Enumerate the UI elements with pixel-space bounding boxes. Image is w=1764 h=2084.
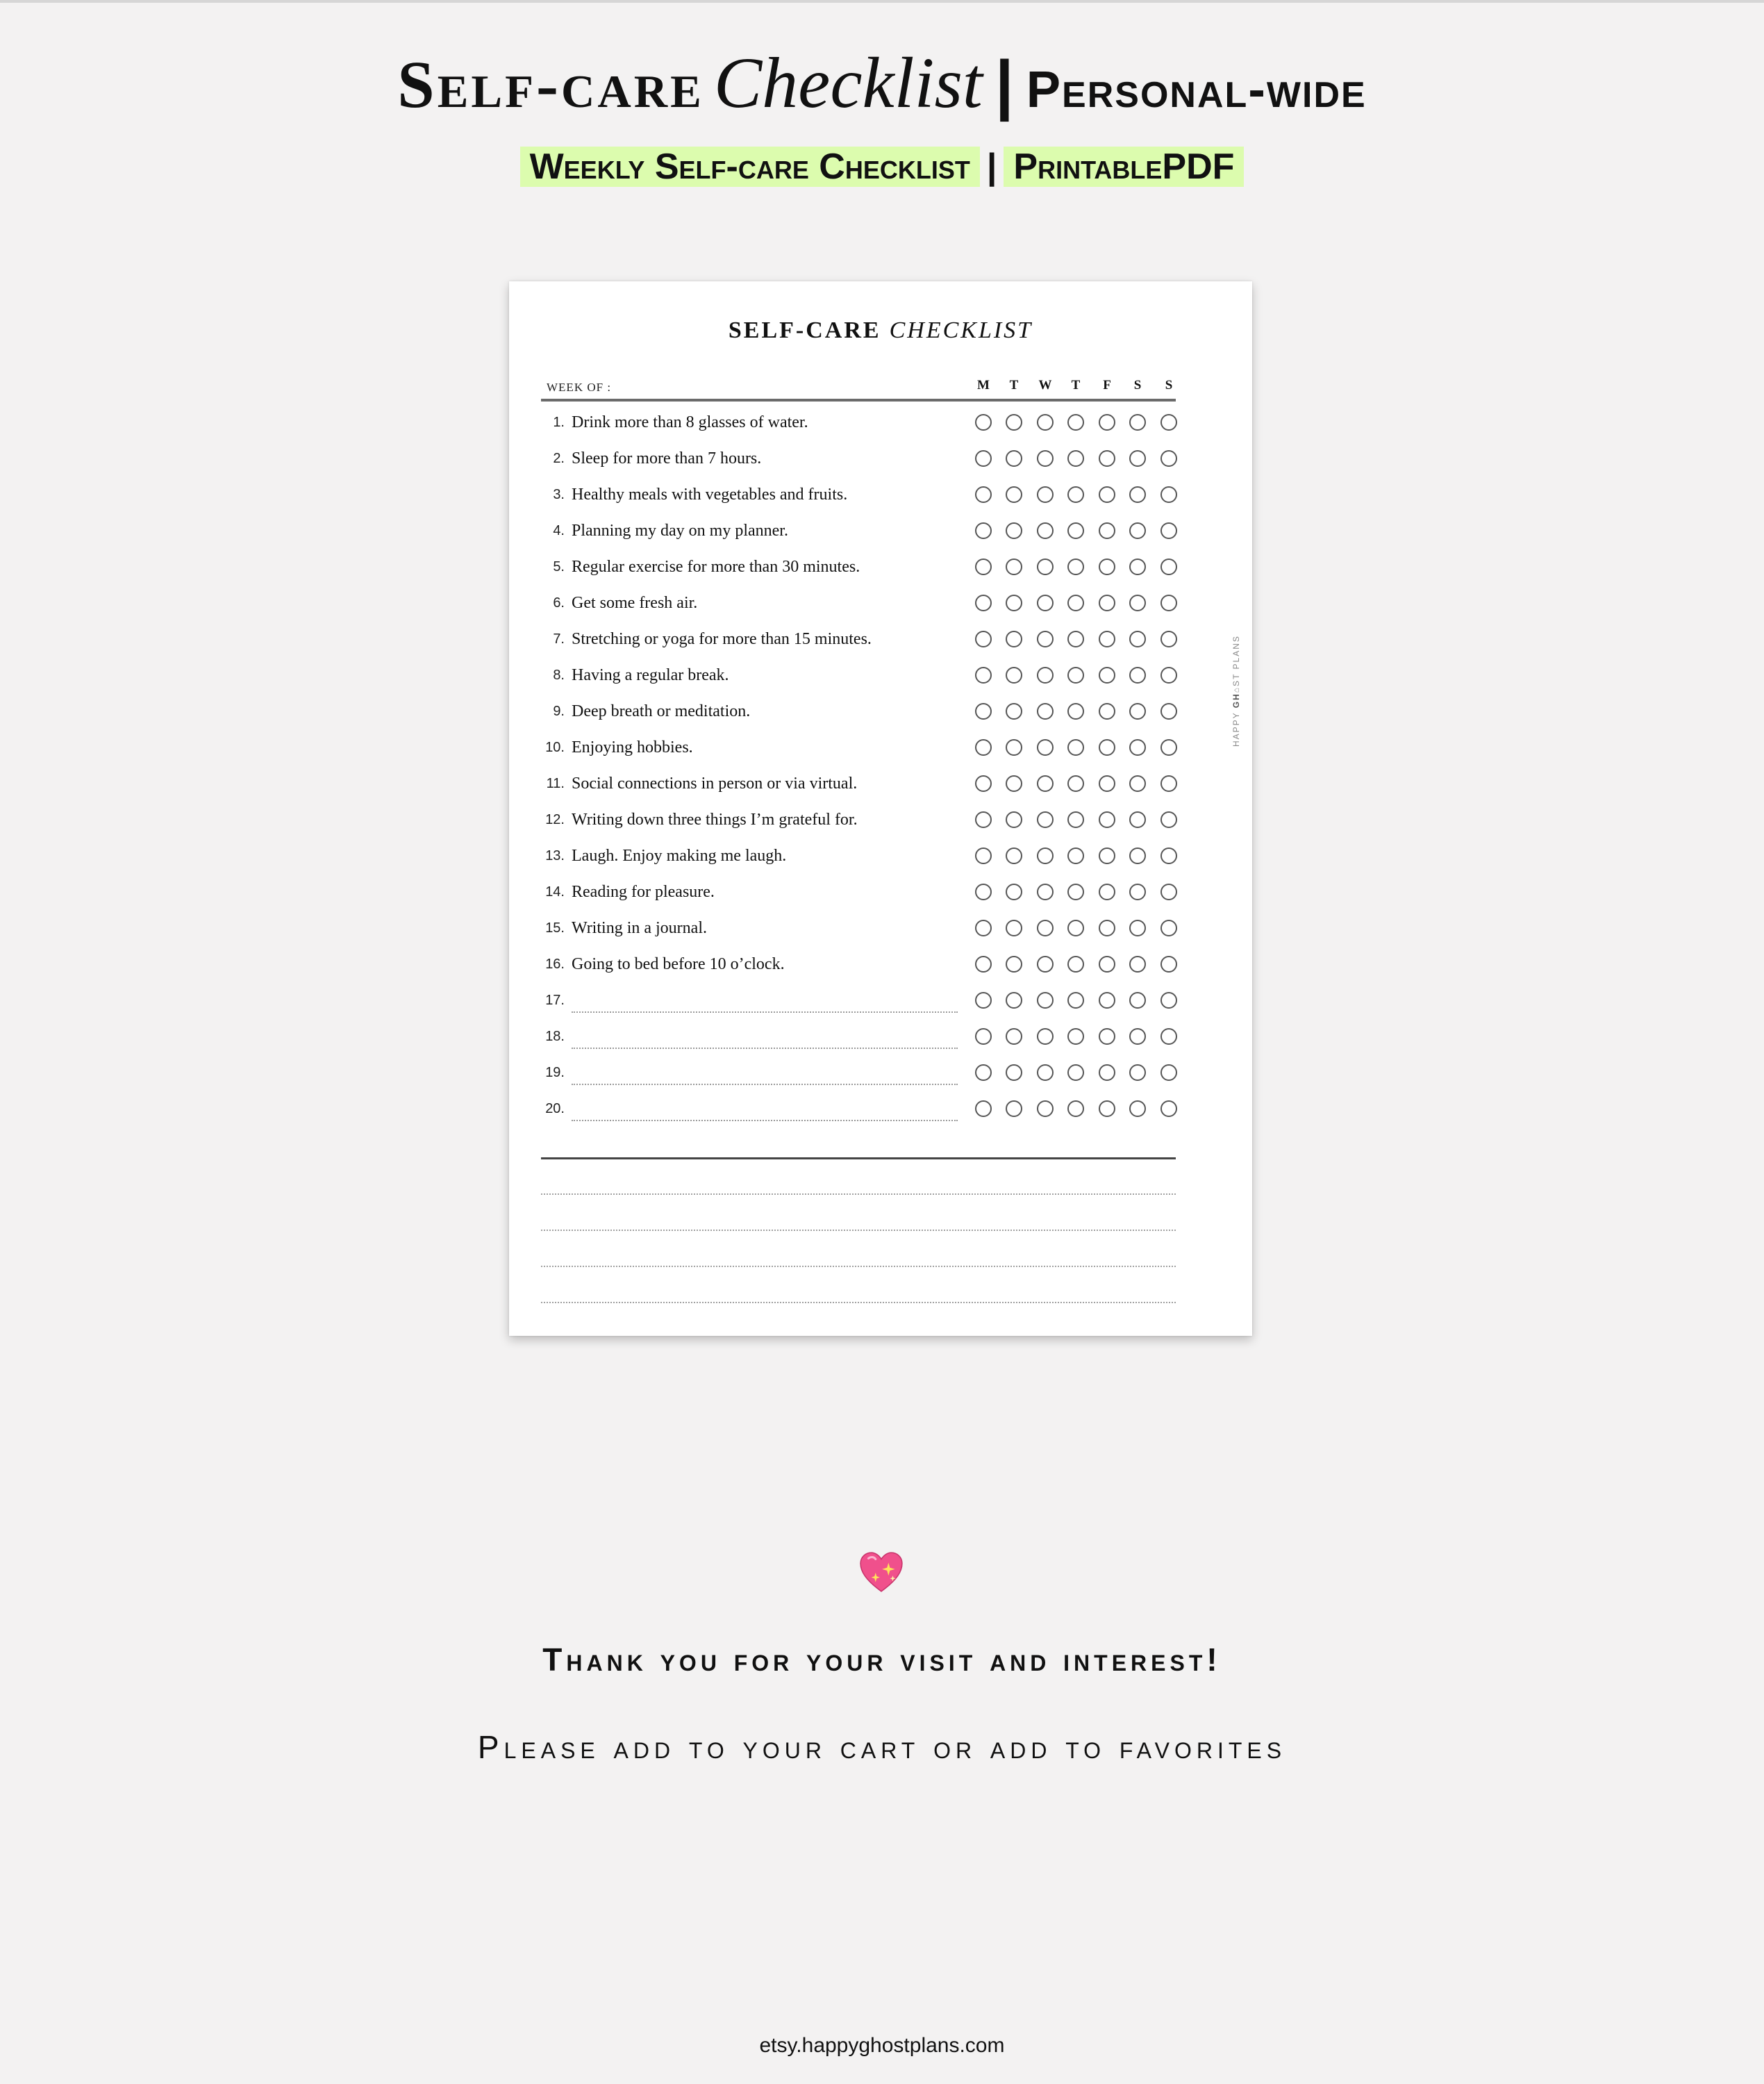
check-circle[interactable] — [1099, 992, 1115, 1009]
check-circle[interactable] — [1129, 559, 1146, 575]
check-circle[interactable] — [1160, 703, 1177, 720]
check-circle[interactable] — [1037, 631, 1054, 647]
check-circle[interactable] — [1129, 703, 1146, 720]
item-number: 17. — [545, 993, 565, 1008]
check-circle[interactable] — [975, 920, 992, 936]
item-text: Sleep for more than 7 hours. — [572, 449, 762, 468]
day-header: M — [977, 378, 990, 392]
item-text: Planning my day on my planner. — [572, 522, 788, 540]
item-text: Regular exercise for more than 30 minutes. — [572, 558, 860, 576]
notes-line[interactable] — [541, 1193, 1176, 1195]
check-circle[interactable] — [1160, 920, 1177, 936]
checklist-sheet — [509, 281, 1252, 1336]
title-edition: Personal-wide — [1026, 60, 1367, 118]
check-circle[interactable] — [1067, 920, 1084, 936]
check-circle[interactable] — [1067, 775, 1084, 792]
item-number: 8. — [553, 668, 565, 683]
check-circle[interactable] — [1006, 486, 1022, 503]
check-circle[interactable] — [1037, 486, 1054, 503]
check-circle[interactable] — [1129, 631, 1146, 647]
check-circle[interactable] — [1037, 703, 1054, 720]
check-circle[interactable] — [1037, 450, 1054, 467]
check-circle[interactable] — [1099, 811, 1115, 828]
item-number: 9. — [553, 704, 565, 719]
check-circle[interactable] — [1129, 595, 1146, 611]
check-circle[interactable] — [975, 667, 992, 684]
blank-write-line[interactable] — [572, 1084, 958, 1085]
check-circle[interactable] — [975, 703, 992, 720]
check-circle[interactable] — [1129, 450, 1146, 467]
check-circle[interactable] — [1099, 847, 1115, 864]
brand-prefix: HAPPY — [1231, 711, 1241, 747]
check-circle[interactable] — [1160, 992, 1177, 1009]
check-circle[interactable] — [1006, 450, 1022, 467]
shop-url: etsy.happyghostplans.com — [759, 2034, 1005, 2057]
check-circle[interactable] — [1006, 739, 1022, 756]
notes-rule — [541, 1157, 1176, 1159]
check-circle[interactable] — [1099, 559, 1115, 575]
day-header: T — [1009, 378, 1019, 392]
check-circle[interactable] — [1160, 1064, 1177, 1081]
check-circle[interactable] — [975, 595, 992, 611]
day-header: W — [1038, 378, 1052, 392]
check-circle[interactable] — [1006, 1064, 1022, 1081]
check-circle[interactable] — [1006, 414, 1022, 431]
item-number: 2. — [553, 451, 565, 466]
check-circle[interactable] — [1067, 631, 1084, 647]
check-circle[interactable] — [1006, 884, 1022, 900]
item-text: Writing down three things I’m grateful for. — [572, 811, 858, 829]
check-circle[interactable] — [1037, 775, 1054, 792]
check-circle[interactable] — [975, 1100, 992, 1117]
check-circle[interactable] — [1067, 739, 1084, 756]
item-number: 12. — [545, 812, 565, 827]
check-circle[interactable] — [1160, 486, 1177, 503]
item-number: 20. — [545, 1101, 565, 1116]
check-circle[interactable] — [1006, 775, 1022, 792]
item-text: Drink more than 8 glasses of water. — [572, 413, 808, 431]
check-circle[interactable] — [1037, 667, 1054, 684]
item-text: Healthy meals with vegetables and fruits. — [572, 486, 848, 504]
item-text: Having a regular break. — [572, 666, 729, 684]
check-circle[interactable] — [975, 992, 992, 1009]
item-text: Stretching or yoga for more than 15 minutes. — [572, 630, 872, 648]
item-number: 3. — [553, 487, 565, 502]
check-circle[interactable] — [975, 414, 992, 431]
check-circle[interactable] — [1099, 486, 1115, 503]
check-circle[interactable] — [1006, 703, 1022, 720]
check-circle[interactable] — [1067, 486, 1084, 503]
check-circle[interactable] — [1006, 992, 1022, 1009]
check-circle[interactable] — [1037, 595, 1054, 611]
check-circle[interactable] — [1006, 1028, 1022, 1045]
check-circle[interactable] — [1129, 1100, 1146, 1117]
check-circle[interactable] — [1099, 884, 1115, 900]
check-circle[interactable] — [975, 884, 992, 900]
check-circle[interactable] — [1006, 667, 1022, 684]
check-circle[interactable] — [1129, 775, 1146, 792]
page-subtitle — [0, 140, 1764, 193]
check-circle[interactable] — [1129, 486, 1146, 503]
check-circle[interactable] — [1037, 847, 1054, 864]
item-text: Social connections in person or via virtual. — [572, 775, 858, 793]
item-number: 18. — [545, 1029, 565, 1044]
subtitle-right: PrintablePDF — [1004, 147, 1244, 187]
check-circle[interactable] — [1037, 920, 1054, 936]
ghost-icon: ⌂ — [1231, 686, 1241, 693]
check-circle[interactable] — [1099, 522, 1115, 539]
check-circle[interactable] — [1037, 559, 1054, 575]
check-circle[interactable] — [1129, 956, 1146, 973]
top-border — [0, 0, 1764, 3]
blank-write-line[interactable] — [572, 1048, 958, 1049]
call-to-action: Please add to your cart or add to favorites — [477, 1729, 1287, 1765]
check-circle[interactable] — [1037, 884, 1054, 900]
check-circle[interactable] — [1160, 956, 1177, 973]
week-of-label: WEEK OF : — [547, 381, 612, 394]
check-circle[interactable] — [1099, 1100, 1115, 1117]
check-circle[interactable] — [975, 956, 992, 973]
thank-you-message: Thank you for your visit and interest! — [542, 1641, 1222, 1678]
item-number: 1. — [553, 415, 565, 430]
check-circle[interactable] — [1160, 884, 1177, 900]
check-circle[interactable] — [1129, 667, 1146, 684]
blank-write-line[interactable] — [572, 1011, 958, 1013]
check-circle[interactable] — [1037, 992, 1054, 1009]
check-circle[interactable] — [1067, 1100, 1084, 1117]
check-circle[interactable] — [1160, 595, 1177, 611]
brand-watermark — [1231, 635, 1241, 747]
check-circle[interactable] — [1067, 847, 1084, 864]
item-number: 15. — [545, 920, 565, 936]
check-circle[interactable] — [975, 450, 992, 467]
check-circle[interactable] — [1067, 703, 1084, 720]
check-circle[interactable] — [1037, 414, 1054, 431]
check-circle[interactable] — [1160, 559, 1177, 575]
check-circle[interactable] — [975, 847, 992, 864]
check-circle[interactable] — [1006, 595, 1022, 611]
day-header: T — [1071, 378, 1081, 392]
check-circle[interactable] — [1160, 414, 1177, 431]
day-header: S — [1133, 378, 1142, 392]
check-circle[interactable] — [1160, 775, 1177, 792]
check-circle[interactable] — [1037, 739, 1054, 756]
check-circle[interactable] — [1099, 450, 1115, 467]
check-circle[interactable] — [975, 811, 992, 828]
sheet-title — [509, 317, 1252, 344]
day-header: F — [1103, 378, 1111, 392]
check-circle[interactable] — [975, 775, 992, 792]
check-circle[interactable] — [1129, 1064, 1146, 1081]
check-circle[interactable] — [1160, 631, 1177, 647]
check-circle[interactable] — [1067, 414, 1084, 431]
check-circle[interactable] — [1099, 595, 1115, 611]
subtitle-separator: | — [986, 147, 997, 187]
check-circle[interactable] — [1160, 450, 1177, 467]
check-circle[interactable] — [1129, 414, 1146, 431]
page-title — [0, 38, 1764, 135]
check-circle[interactable] — [1099, 739, 1115, 756]
item-text: Laugh. Enjoy making me laugh. — [572, 847, 787, 865]
item-number: 19. — [545, 1065, 565, 1080]
check-circle[interactable] — [1067, 884, 1084, 900]
check-circle[interactable] — [1037, 956, 1054, 973]
title-main: Self-care — [397, 47, 704, 122]
sheet-title-bold: SELF-CARE — [728, 317, 881, 343]
check-circle[interactable] — [1160, 667, 1177, 684]
brand-mark: GH — [1231, 693, 1241, 709]
check-circle[interactable] — [1099, 703, 1115, 720]
header-rule — [541, 399, 1176, 402]
check-circle[interactable] — [1160, 847, 1177, 864]
blank-write-line[interactable] — [572, 1120, 958, 1121]
check-circle[interactable] — [1067, 522, 1084, 539]
check-circle[interactable] — [1067, 559, 1084, 575]
item-text: Get some fresh air. — [572, 594, 698, 612]
check-circle[interactable] — [1067, 1064, 1084, 1081]
check-circle[interactable] — [1006, 956, 1022, 973]
check-circle[interactable] — [1006, 522, 1022, 539]
check-circle[interactable] — [975, 522, 992, 539]
sparkling-heart-icon — [858, 1550, 904, 1596]
item-number: 13. — [545, 848, 565, 863]
check-circle[interactable] — [1037, 1064, 1054, 1081]
check-circle[interactable] — [1037, 811, 1054, 828]
check-circle[interactable] — [975, 486, 992, 503]
item-number: 5. — [553, 559, 565, 574]
item-text: Enjoying hobbies. — [572, 738, 693, 756]
check-circle[interactable] — [1129, 1028, 1146, 1045]
check-circle[interactable] — [1129, 884, 1146, 900]
check-circle[interactable] — [1037, 522, 1054, 539]
check-circle[interactable] — [1006, 847, 1022, 864]
check-circle[interactable] — [1160, 1100, 1177, 1117]
item-text: Deep breath or meditation. — [572, 702, 751, 720]
check-circle[interactable] — [1160, 739, 1177, 756]
check-circle[interactable] — [1099, 414, 1115, 431]
check-circle[interactable] — [1067, 595, 1084, 611]
check-circle[interactable] — [1006, 631, 1022, 647]
check-circle[interactable] — [1160, 1028, 1177, 1045]
check-circle[interactable] — [1099, 631, 1115, 647]
check-circle[interactable] — [1099, 956, 1115, 973]
item-number: 4. — [553, 523, 565, 538]
check-circle[interactable] — [1129, 739, 1146, 756]
check-circle[interactable] — [1037, 1100, 1054, 1117]
check-circle[interactable] — [975, 1064, 992, 1081]
item-number: 14. — [545, 884, 565, 900]
check-circle[interactable] — [1099, 667, 1115, 684]
check-circle[interactable] — [1006, 559, 1022, 575]
item-number: 6. — [553, 595, 565, 611]
check-circle[interactable] — [1099, 1028, 1115, 1045]
check-circle[interactable] — [1067, 1028, 1084, 1045]
item-number: 7. — [553, 631, 565, 647]
subtitle-left: Weekly Self-care Checklist — [520, 147, 980, 187]
item-number: 16. — [545, 957, 565, 972]
check-circle[interactable] — [1099, 775, 1115, 792]
check-circle[interactable] — [975, 631, 992, 647]
check-circle[interactable] — [1129, 920, 1146, 936]
item-number: 10. — [545, 740, 565, 755]
notes-line[interactable] — [541, 1230, 1176, 1231]
day-header: S — [1165, 378, 1173, 392]
brand-suffix: ST PLANS — [1231, 635, 1241, 686]
item-number: 11. — [546, 776, 565, 791]
check-circle[interactable] — [1129, 811, 1146, 828]
item-text: Going to bed before 10 o’clock. — [572, 955, 785, 973]
check-circle[interactable] — [1099, 920, 1115, 936]
check-circle[interactable] — [1037, 1028, 1054, 1045]
check-circle[interactable] — [1067, 956, 1084, 973]
check-circle[interactable] — [1067, 992, 1084, 1009]
check-circle[interactable] — [1129, 847, 1146, 864]
check-circle[interactable] — [1067, 811, 1084, 828]
sheet-title-italic: CHECKLIST — [889, 317, 1033, 343]
check-circle[interactable] — [975, 1028, 992, 1045]
check-circle[interactable] — [1006, 1100, 1022, 1117]
item-text: Reading for pleasure. — [572, 883, 715, 901]
check-circle[interactable] — [1067, 667, 1084, 684]
check-circle[interactable] — [1129, 522, 1146, 539]
check-circle[interactable] — [1006, 920, 1022, 936]
title-separator: | — [995, 47, 1014, 122]
check-circle[interactable] — [1160, 522, 1177, 539]
notes-line[interactable] — [541, 1266, 1176, 1267]
check-circle[interactable] — [1129, 992, 1146, 1009]
item-text: Writing in a journal. — [572, 919, 707, 937]
check-circle[interactable] — [1067, 450, 1084, 467]
check-circle[interactable] — [1160, 811, 1177, 828]
check-circle[interactable] — [1099, 1064, 1115, 1081]
check-circle[interactable] — [975, 739, 992, 756]
title-script: Checklist — [713, 43, 983, 123]
check-circle[interactable] — [1006, 811, 1022, 828]
check-circle[interactable] — [975, 559, 992, 575]
notes-line[interactable] — [541, 1302, 1176, 1303]
